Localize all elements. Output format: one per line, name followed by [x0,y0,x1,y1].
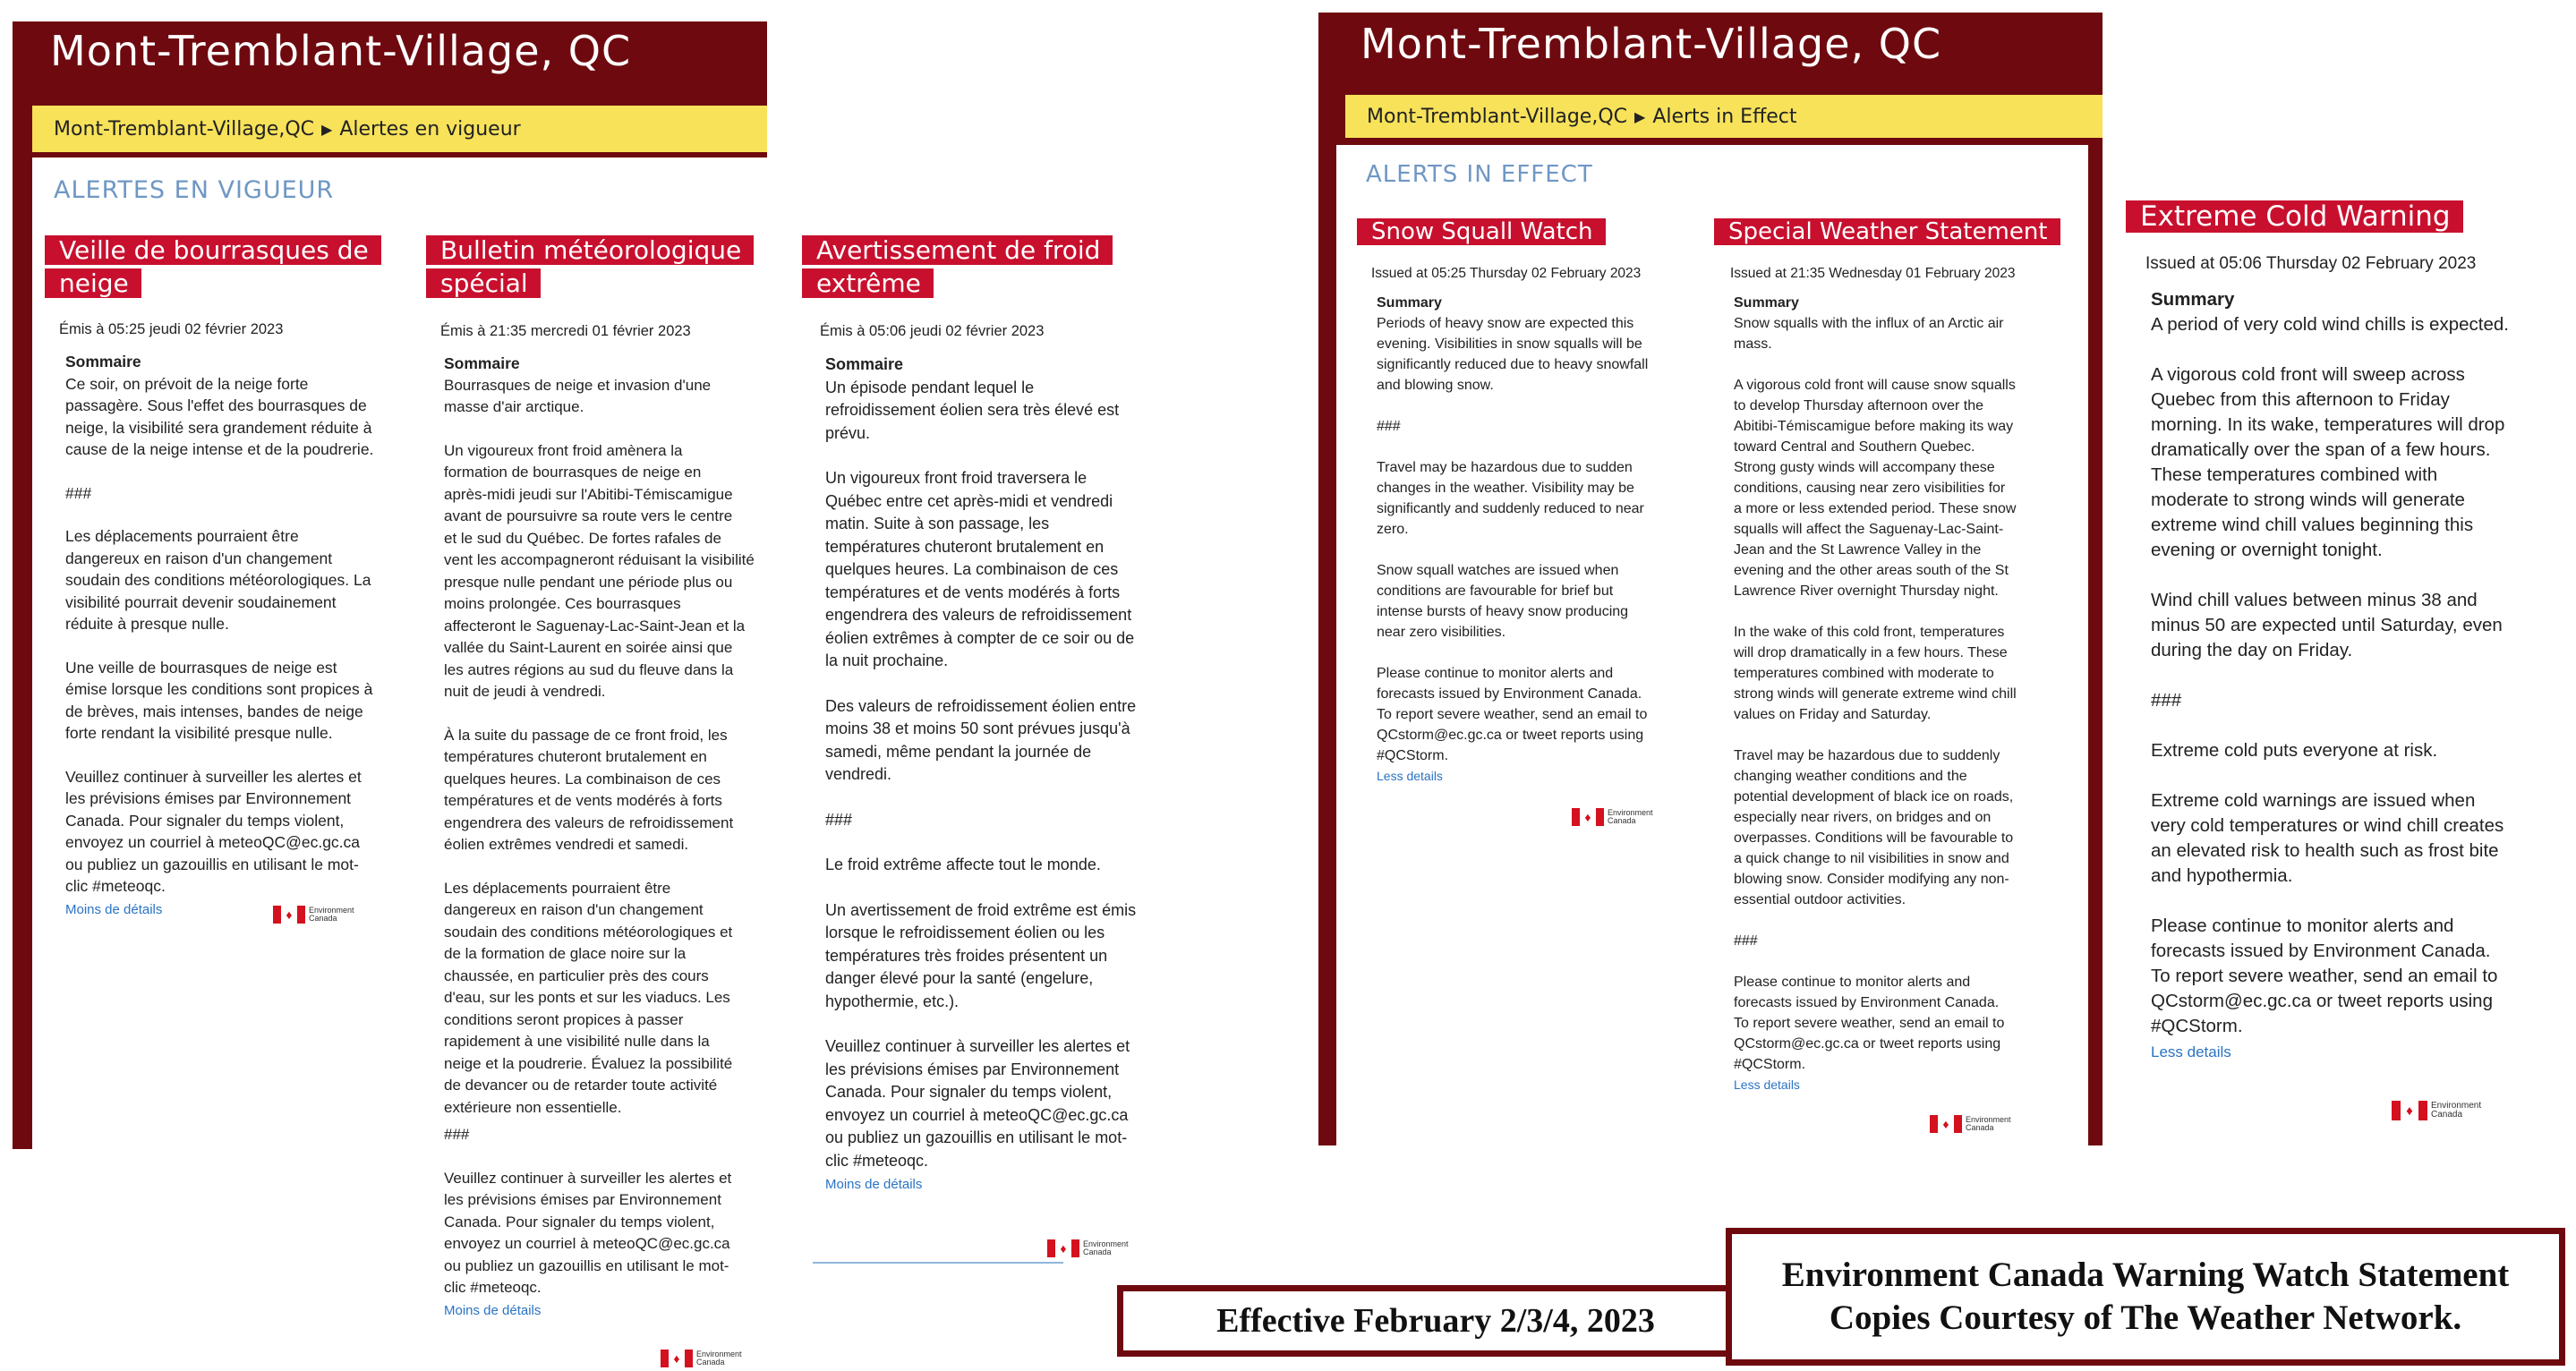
alert-paragraph: Extreme cold puts everyone at risk. [2151,739,2438,761]
alert-paragraph: Travel may be hazardous due to sudden changes in the weather. Visibility may be significantly and suddenly reduced to near zero. [1377,460,1644,538]
alert-paragraph: In the wake of this cold front, temperatures will drop dramatically in a few hours. These temperatures combined with moderate to strong winds will generate extreme wind chill values on Friday and Saturday. [1734,625,2017,723]
alert-paragraph: Une veille de bourrasques de neige est émise lorsque les conditions sont propices à de brèves, mais intenses, bandes de neige forte rendant la visibilité presque nulle. [65,658,373,743]
alert-paragraph: ### [65,483,92,502]
alert-paragraph: Snow squalls with the influx of an Arctic air mass. [1734,316,2004,353]
less-details-link[interactable]: Moins de détails [65,901,163,917]
alert-paragraph: Veuillez continuer à surveiller les alertes et les prévisions émises par Environnement Canada. Pour signaler du temps violent, envoyez un courriel à meteoQC@ec.gc.ca ou publiez un gazouillis en utilisant le mot- clic #meteoqc. [825,1037,1130,1170]
breadcrumb-arrow-icon: ▶ [1634,107,1646,125]
french-location-title: Mont-Tremblant-Village, QC [50,27,632,75]
alert-paragraph: Veuillez continuer à surveiller les alertes et les prévisions émises par Environnement Canada. Pour signaler du temps violent, envoyez un courriel à meteoQC@ec.gc.ca ou publiez un gazouillis en utilisant le mot- clic #meteoqc. [444,1169,732,1297]
breadcrumb-arrow-icon: ▶ [321,120,333,138]
canada-flag-icon: ♦ [1047,1239,1079,1257]
french-breadcrumb-page[interactable]: Alertes en vigueur [339,117,521,141]
alert-title: Snow Squall Watch [1357,217,1679,247]
alert-paragraph: Un avertissement de froid extrême est émis lorsque le refroidissement éolien ou les températures très froides présentent un danger élevé pour la santé (engelure, hypothermie, etc.). [825,900,1137,1010]
canada-flag-icon: ♦ [2392,1101,2427,1120]
divider-line [813,1262,1063,1264]
environment-canada-logo [661,1350,742,1367]
logo-text: Environment Canada [1966,1114,2011,1132]
summary-label: Sommaire [444,354,520,373]
alert-paragraph: ### [1377,419,1401,435]
environment-canada-logo [1930,1115,2011,1133]
french-section-heading: ALERTES EN VIGUEUR [54,176,335,204]
environment-canada-logo [2392,1101,2481,1120]
english-location-title: Mont-Tremblant-Village, QC [1361,20,1942,68]
alert-body [825,377,1169,1196]
alert-paragraph: Snow squall watches are issued when conditions are favourable for brief but intense bursts of heavy snow producing near zero visibilities. [1377,563,1629,641]
credit-line-1: Environment Canada Warning Watch Statement [1781,1256,2510,1294]
alert-paragraph: A vigorous cold front will sweep across Quebec from this afternoon to Friday morning. In its wake, temperatures will drop dramatically over the span of a few hours. These temperatures combined with moderate to strong winds will generate extreme wind chill values beginning this evening or overnight tonight. [2151,363,2505,560]
alert-title: Avertissement de froid extrême [802,234,1106,301]
alert-title: Veille de bourrasques de neige [45,234,421,301]
english-section-heading: ALERTS IN EFFECT [1366,161,1593,188]
summary-label: Sommaire [65,353,141,371]
alert-paragraph: À la suite du passage de ce front froid, les températures chuteront brutalement en quelques heures. La combinaison de ces températures et de vents modérés à forts engendrera des valeurs de refroidissement éolien extrêmes vendredi et samedi. [444,726,734,854]
alert-body [65,373,421,922]
logo-text: Environment Canada [2431,1100,2482,1120]
alert-special-weather-statement-fr [426,234,766,1322]
environment-canada-logo [1047,1239,1129,1257]
alert-paragraph: Travel may be hazardous due to suddenly changing weather conditions and the potential development of black ice on roads, especially near rivers, on bridges and on overpasses. Conditions will be favourable to a quick change to nil visibilities in snow and blowing snow. Consider modifying any non- essential outdoor activities. [1734,748,2014,908]
summary-label: Sommaire [825,355,904,374]
alert-body [1734,313,2072,1095]
less-details-link[interactable]: Less details [1377,769,1443,784]
credit-line-2: Copies Courtesy of The Weather Network. [1829,1299,2462,1337]
logo-text: Environment Canada [309,905,354,923]
alert-issued-date: Émis à 21:35 mercredi 01 février 2023 [440,322,691,339]
alert-paragraph: Periods of heavy snow are expected this evening. Visibilities in snow squalls will be significantly reduced due to heavy snowfall and blowing snow. [1377,316,1649,394]
alert-paragraph: Extreme cold warnings are issued when very cold temperatures or wind chill creates an elevated risk to health such as frost bite and hypothermia. [2151,789,2504,886]
alert-extreme-cold-warning-fr [802,234,1169,1196]
alert-body [2151,312,2555,1065]
alert-snow-squall-watch-en [1357,217,1679,787]
alert-paragraph: Un vigoureux front froid amènera la formation de bourrasques de neige en après-midi jeudi sur l'Abitibi-Témiscamigue avant de poursuivre sa route vers le centre et le sud du Québec. De fortes rafales de vent les accompagneront réduisant la visibilité presque nulle pendant une période plus ou moins prolongée. Ces bourrasques affecteront le Saguenay-Lac-Saint-Jean et la vallée du Saint-Laurent en soirée ainsi que les autres régions au sud du fleuve dans la nuit de jeudi à vendredi. [444,441,755,701]
environment-canada-logo [273,906,354,924]
alert-title: Special Weather Statement [1714,217,2072,247]
english-breadcrumb-page[interactable]: Alerts in Effect [1652,105,1797,128]
logo-text: Environment Canada [1608,807,1653,825]
alert-paragraph: Les déplacements pourraient être dangereux en raison d'un changement soudain des conditions météorologiques et de la formation de glace noire sur la chaussée, en particulier près des cours d'eau, sur les ponts et sur les viaducs. Les conditions seront propices à passer rapidement à une visibilité nulle dans la neige et la poudrerie. Évaluez la possibilité de devancer ou de retarder toute activité extérieure non essentielle. [444,879,733,1116]
summary-label: Summary [1377,295,1442,311]
less-details-link[interactable]: Less details [1734,1077,1800,1093]
effective-date-text: Effective February 2/3/4, 2023 [1216,1302,1655,1340]
less-details-link[interactable]: Moins de détails [444,1302,542,1318]
alert-paragraph: A vigorous cold front will cause snow squalls to develop Thursday afternoon over the Abitibi-Témiscamigue before making its way toward Central and Southern Quebec. Strong gusty winds will accompany these conditions, causing near zero visibilities for a more or less extended period. These snow squalls will affect the Saguenay-Lac-Saint- Jean and the St Lawrence Valley in the evening and the other areas south of the St Lawrence River overnight Thursday night. [1734,378,2017,600]
alert-special-weather-statement-en [1714,217,2072,1095]
french-breadcrumb-location[interactable]: Mont-Tremblant-Village,QC [54,117,314,141]
alert-issued-date: Émis à 05:25 jeudi 02 février 2023 [59,320,284,337]
alert-body [1377,313,1679,787]
alert-title: Bulletin météorologique spécial [426,234,766,301]
alert-title: Extreme Cold Warning [2126,199,2555,235]
alert-snow-squall-watch-fr [45,234,421,921]
alert-paragraph: Le froid extrême affecte tout le monde. [825,856,1101,874]
effective-date-caption [1117,1285,1754,1357]
canada-flag-icon: ♦ [1930,1115,1962,1133]
alert-paragraph: ### [1734,933,1758,949]
alert-paragraph: A period of very cold wind chills is expected. [2151,313,2509,335]
canada-flag-icon: ♦ [273,906,305,924]
logo-text: Environment Canada [696,1349,742,1367]
english-breadcrumb [1345,95,2103,138]
alert-paragraph: Un vigoureux front froid traversera le Québec entre cet après-midi et vendredi matin. Suite à son passage, les températures chuteront brutalement en quelques heures. La combinaison de ces températures et de vents modérés à forts engendrera des valeurs de refroidissement éolien extrêmes à compter de ce soir ou de la nuit prochaine. [825,469,1135,670]
alert-paragraph: Un épisode pendant lequel le refroidissement éolien sera très élevé est prévu. [825,378,1120,442]
alert-issued-date: Issued at 05:06 Thursday 02 February 2023 [2145,253,2477,273]
alert-paragraph: ### [825,810,853,829]
english-breadcrumb-location[interactable]: Mont-Tremblant-Village,QC [1367,105,1627,128]
alert-paragraph: Veuillez continuer à surveiller les alertes et les prévisions émises par Environnement Canada. Pour signaler du temps violent, envoyez un courriel à meteoQC@ec.gc.ca ou publiez un gazouillis en utilisant le mot- clic #meteoqc. [65,767,362,896]
alert-body [444,375,766,1323]
alert-paragraph: Please continue to monitor alerts and forecasts issued by Environment Canada. To report severe weather, send an email to QCstorm@ec.gc.ca or tweet reports using #QCStorm. [1734,975,2005,1073]
alert-extreme-cold-warning-en [2126,199,2555,1065]
alert-paragraph: Ce soir, on prévoit de la neige forte passagère. Sous l'effet des bourrasques de neige, la visibilité sera grandement réduite à cause de la neige intense et de la poudrerie. [65,374,374,459]
less-details-link[interactable]: Moins de détails [825,1177,923,1193]
alert-issued-date: Issued at 21:35 Wednesday 01 February 2023 [1730,266,2016,282]
alert-paragraph: Les déplacements pourraient être dangereux en raison d'un changement soudain des conditions météorologiques. La visibilité pourrait devenir soudainement réduite à presque nulle. [65,527,371,634]
alert-paragraph: Wind chill values between minus 38 and minus 50 are expected until Saturday, even during the day on Friday. [2151,589,2503,660]
less-details-link[interactable]: Less details [2151,1043,2231,1060]
alert-issued-date: Issued at 05:25 Thursday 02 February 2023 [1371,266,1642,282]
french-breadcrumb [32,106,767,152]
summary-label: Summary [1734,295,1799,311]
alert-paragraph: ### [444,1126,470,1144]
summary-label: Summary [2151,288,2235,310]
alert-paragraph: Please continue to monitor alerts and forecasts issued by Environment Canada. To report severe weather, send an email to QCstorm@ec.gc.ca or tweet reports using #QCStorm. [1377,666,1648,764]
canada-flag-icon: ♦ [661,1350,693,1367]
alert-issued-date: Émis à 05:06 jeudi 02 février 2023 [820,322,1045,339]
alert-paragraph: Please continue to monitor alerts and forecasts issued by Environment Canada. To report severe weather, send an email to QCstorm@ec.gc.ca or tweet reports using #QCStorm. [2151,915,2498,1036]
environment-canada-logo [1572,808,1653,826]
alert-paragraph: Des valeurs de refroidissement éolien entre moins 38 et moins 50 sont prévues jusqu'à samedi, même pendant la journée de vendredi. [825,696,1137,784]
canada-flag-icon: ♦ [1572,808,1604,826]
credit-caption [1726,1228,2565,1366]
alert-paragraph: ### [2151,689,2182,711]
logo-text: Environment Canada [1083,1239,1129,1256]
alert-paragraph: Bourrasques de neige et invasion d'une masse d'air arctique. [444,376,712,416]
